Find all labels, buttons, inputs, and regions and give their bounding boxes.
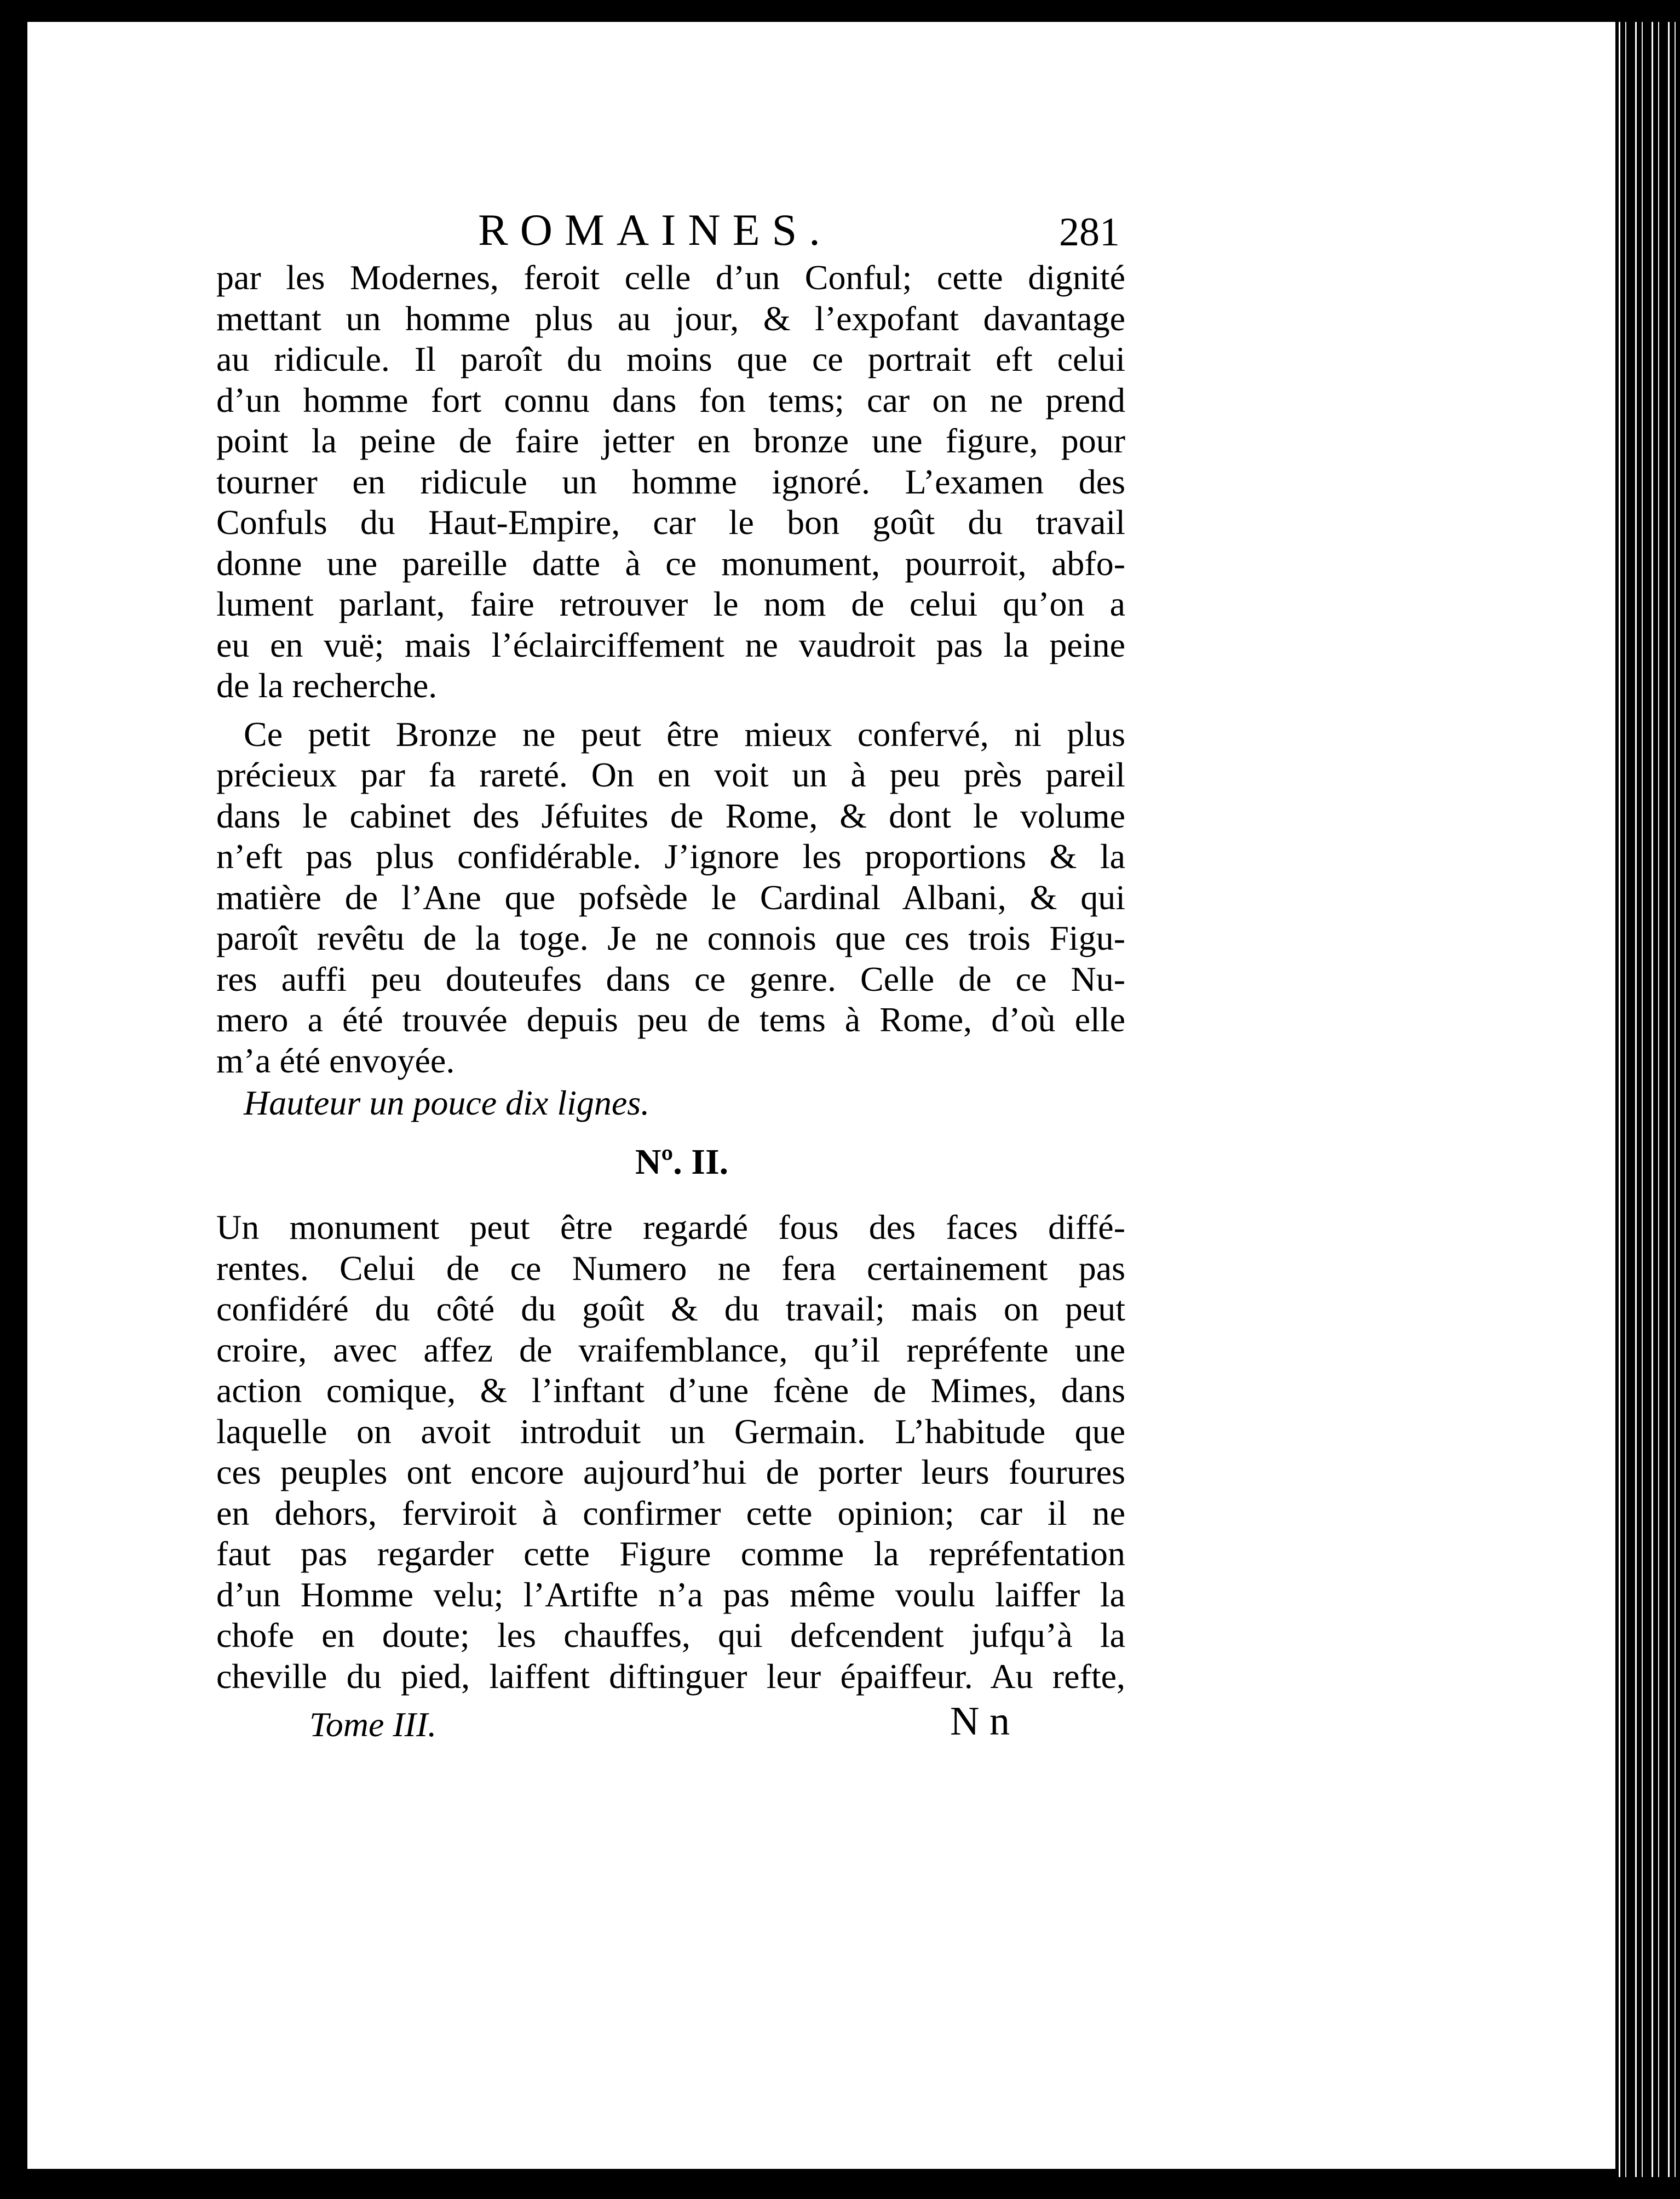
text-line: eu en vuë; mais l’éclairciffement ne vaudroit pas la peine [216,625,1125,664]
text-line: n’eft pas plus confidérable. J’ignore les proportions & la [216,837,1125,876]
text-line: faut pas regarder cette Figure comme la repréfentation [216,1534,1125,1573]
text-line: d’un Homme velu; l’Artifte n’a pas même voulu laiffer la [216,1575,1125,1614]
text-line: laquelle on avoit introduit un Germain. L’habitude que [216,1411,1125,1451]
text-line: action comique, & l’inftant d’une fcène de Mimes, dans [216,1371,1125,1410]
paragraph-1 [216,257,1125,707]
text-line: m’a été envoyée. [216,1041,455,1080]
text-line: donne une pareille datte à ce monument, pourroit, abfo- [216,543,1125,583]
book-page [27,22,1615,2169]
signature-mark: N n [950,1699,1010,1744]
text-line: ces peuples ont encore aujourd’hui de porter leurs fourures [216,1452,1125,1491]
text-line: Un monument peut être regardé fous des faces diffé- [216,1208,1125,1247]
text-line: dans le cabinet des Jéfuites de Rome, & dont le volume [216,796,1125,835]
text-line: précieux par fa rareté. On en voit un à peu près pareil [216,755,1125,794]
text-line: cheville du pied, laiffent diftinguer leur épaiffeur. Au refte, [216,1656,1125,1696]
text-line: en dehors, ferviroit à confirmer cette opinion; car il ne [216,1493,1125,1532]
paragraph-gap [216,707,1125,714]
section-heading: Nº. II. [635,1142,729,1182]
text-line: res auffi peu douteufes dans ce genre. Celle de ce Nu- [216,959,1125,998]
text-line: mettant un homme plus au jour, & l’expofant davantage [216,298,1125,338]
text-line: lument parlant, faire retrouver le nom de celui qu’on a [216,584,1125,623]
text-line: rentes. Celui de ce Numero ne fera certainement pas [216,1248,1125,1288]
text-line: d’un homme fort connu dans fon tems; car on ne prend [216,380,1125,420]
text-line: croire, avec affez de vraifemblance, qu’il repréfente une [216,1330,1125,1369]
text-line: point la peine de faire jetter en bronze une figure, pour [216,421,1125,460]
text-line: Confuls du Haut-Empire, car le bon goût du travail [216,503,1125,542]
text-line: mero a été trouvée depuis peu de tems à Rome, d’où elle [216,1000,1125,1039]
page-number: 281 [1059,210,1120,255]
running-head [216,203,1125,257]
text-line: par les Modernes, feroit celle d’un Conful; cette dignité [216,258,1125,297]
text-line: Ce petit Bronze ne peut être mieux confervé, ni plus [244,714,1125,754]
text-line: tourner en ridicule un homme ignoré. L’examen des [216,462,1125,501]
text-line: confidéré du côté du goût & du travail; mais on peut [216,1289,1125,1328]
text-line: chofe en doute; les chauffes, qui defcendent jufqu’à la [216,1616,1125,1655]
text-line: paroît revêtu de la toge. Je ne connois que ces trois Figu- [216,918,1125,957]
paragraph-3 [216,1207,1125,1697]
dimension-note: Hauteur un pouce dix lignes. [244,1083,650,1122]
paragraph-2 [216,714,1125,1082]
text-line: au ridicule. Il paroît du moins que ce portrait eft celui [216,340,1125,378]
page-footer [216,1697,1125,1746]
running-title: ROMAINES. [478,205,832,255]
volume-label: Tome III. [309,1705,437,1744]
binding-edge [1615,22,1680,2177]
text-line: matière de l’Ane que pofsède le Cardinal Albani, & qui [216,877,1125,917]
text-block [216,203,1125,1746]
scan-border-bottom [0,2177,1680,2199]
text-line: de la recherche. [216,666,438,705]
